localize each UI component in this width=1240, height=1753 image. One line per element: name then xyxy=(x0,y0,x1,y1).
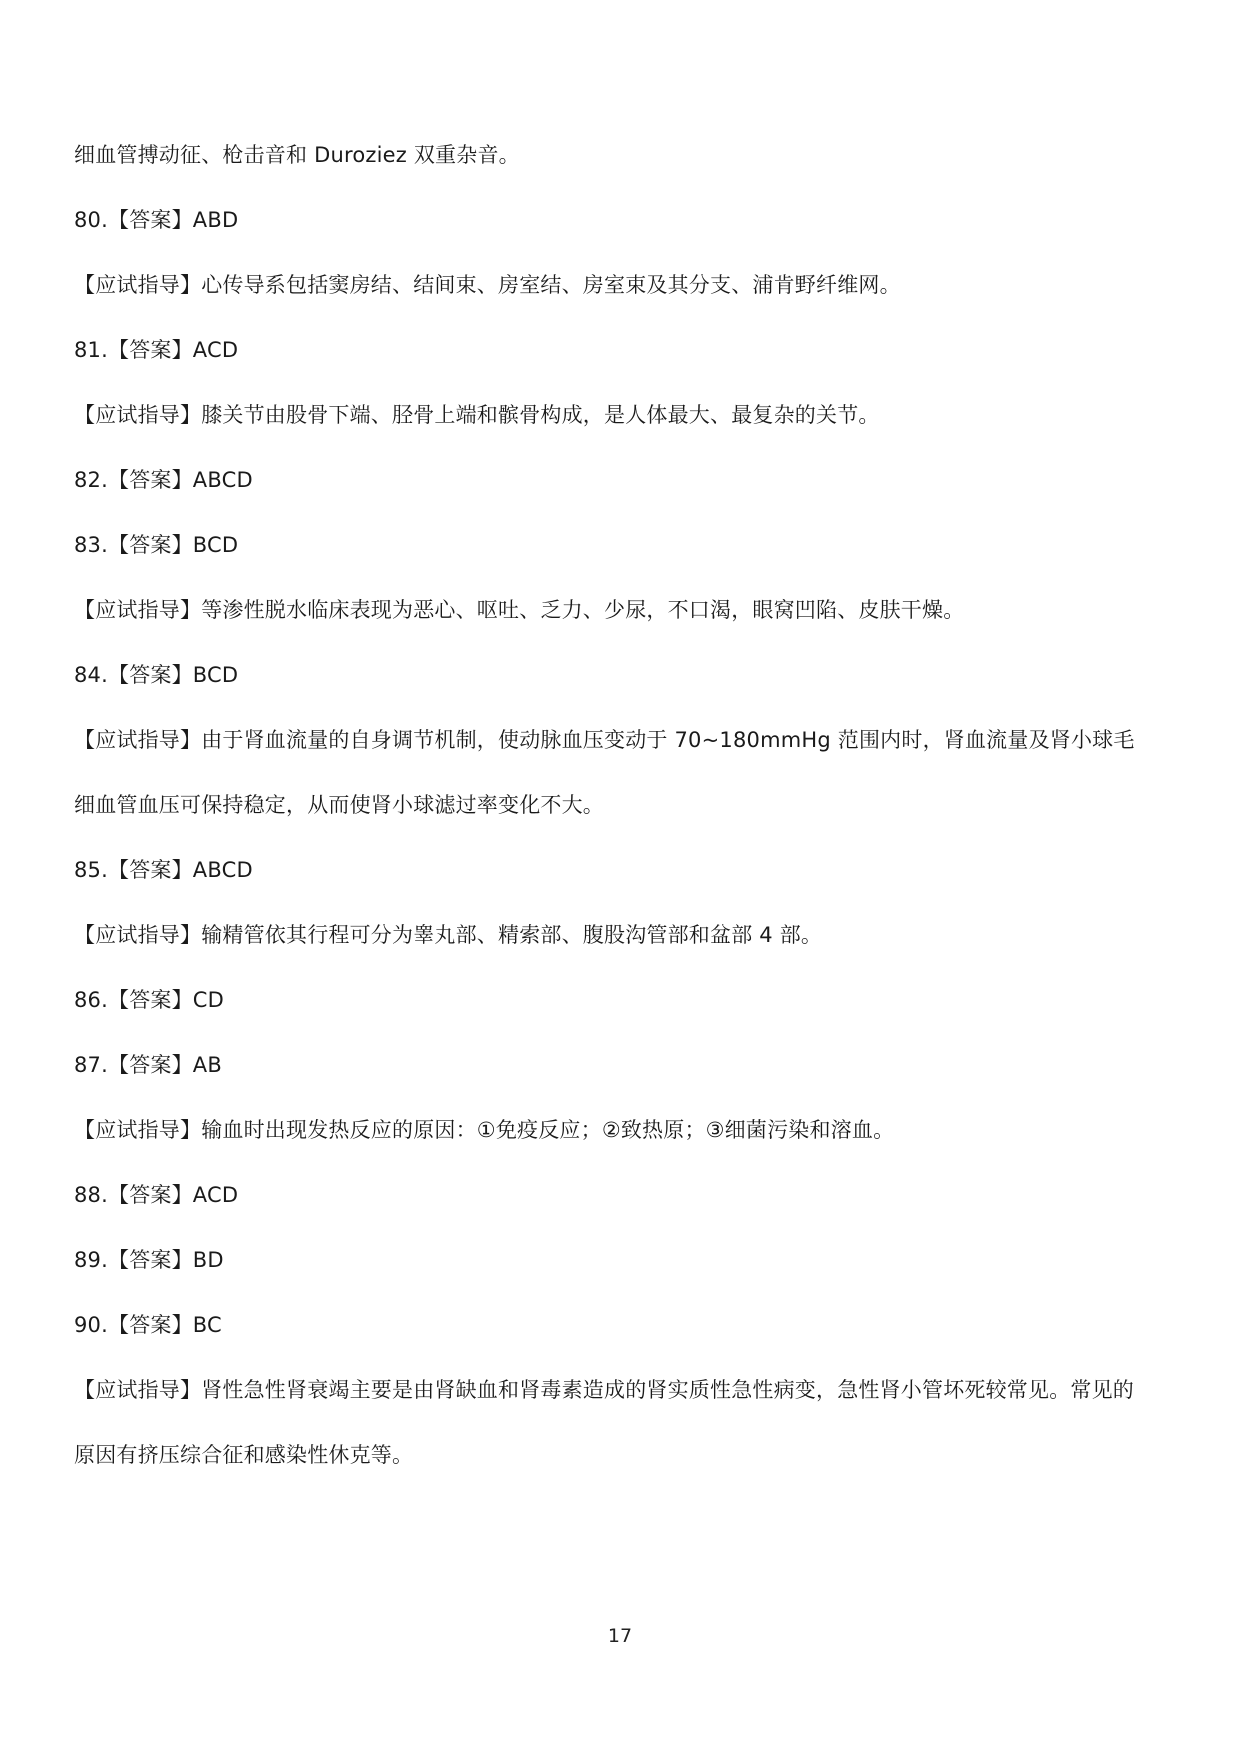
guidance-line-85: 【应试指导】输精管依其行程可分为睾丸部、精索部、腹股沟管部和盆部 4 部。 xyxy=(74,923,823,947)
guidance-line-84: 【应试指导】由于肾血流量的自身调节机制，使动脉血压变动于 70~180mmHg 范围内时，肾血流量及肾小球毛 xyxy=(74,728,1135,752)
page-number: 17 xyxy=(607,1625,633,1647)
answer-line-80: 80.【答案】ABD xyxy=(74,208,239,232)
answer-line-81: 81.【答案】ACD xyxy=(74,338,239,362)
answer-text-body xyxy=(74,137,1174,1502)
answer-line-88: 88.【答案】ACD xyxy=(74,1183,239,1207)
answer-line-83: 83.【答案】BCD xyxy=(74,533,239,557)
guidance-line-90-cont: 原因有挤压综合征和感染性休克等。 xyxy=(74,1443,414,1467)
guidance-line-87: 【应试指导】输血时出现发热反应的原因：①免疫反应；②致热原；③细菌污染和溶血。 xyxy=(74,1118,895,1142)
guidance-line-81: 【应试指导】膝关节由股骨下端、胫骨上端和髌骨构成，是人体最大、最复杂的关节。 xyxy=(74,403,880,427)
guidance-line-80: 【应试指导】心传导系包括窦房结、结间束、房室结、房室束及其分支、浦肯野纤维网。 xyxy=(74,273,901,297)
guidance-line-90: 【应试指导】肾性急性肾衰竭主要是由肾缺血和肾毒素造成的肾实质性急性病变，急性肾小管坏死较常见。常见的 xyxy=(74,1378,1134,1402)
answer-line-85: 85.【答案】ABCD xyxy=(74,858,253,882)
guidance-line-84-cont: 细血管血压可保持稳定，从而使肾小球滤过率变化不大。 xyxy=(74,793,604,817)
answer-line-87: 87.【答案】AB xyxy=(74,1053,222,1077)
answer-line-90: 90.【答案】BC xyxy=(74,1313,222,1337)
answer-line-86: 86.【答案】CD xyxy=(74,988,225,1012)
answer-line-89: 89.【答案】BD xyxy=(74,1248,224,1272)
answer-line-82: 82.【答案】ABCD xyxy=(74,468,253,492)
answer-line-84: 84.【答案】BCD xyxy=(74,663,239,687)
guidance-line-83: 【应试指导】等渗性脱水临床表现为恶心、呕吐、乏力、少尿，不口渴，眼窝凹陷、皮肤干燥。 xyxy=(74,598,965,622)
text-line: 细血管搏动征、枪击音和 Duroziez 双重杂音。 xyxy=(74,143,520,167)
